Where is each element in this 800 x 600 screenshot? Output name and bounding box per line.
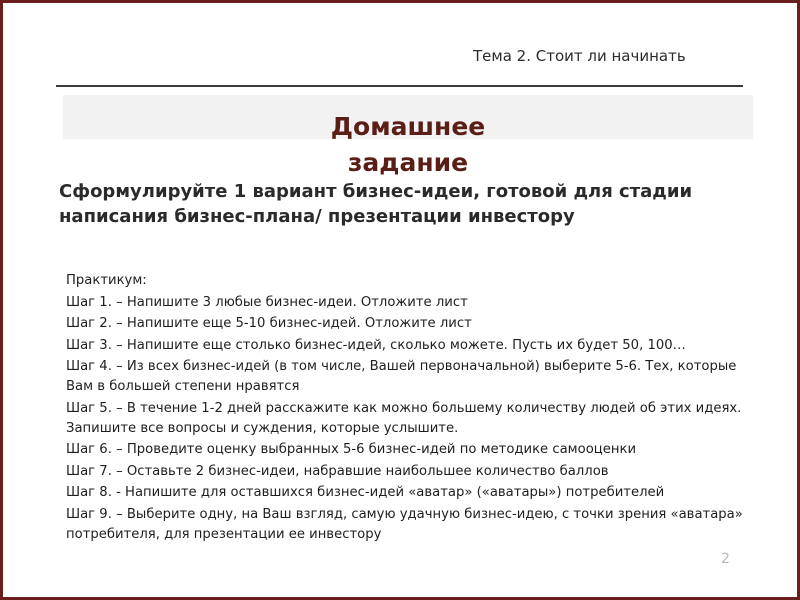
task-line-2: написания бизнес-плана/ презентации инвестору bbox=[59, 206, 575, 227]
slide-title bbox=[303, 109, 513, 181]
task-line-1: Сформулируйте 1 вариант бизнес-идеи, готовой для стадии bbox=[59, 181, 693, 202]
header-divider bbox=[56, 85, 743, 87]
slide-title-line-1: Домашнее bbox=[330, 112, 486, 141]
slide-title-line-2: задание bbox=[347, 148, 469, 177]
practicum-step-3: Шаг 3. – Напишите еще столько бизнес-идей, сколько можете. Пусть их будет 50, 100… bbox=[66, 337, 686, 353]
practicum-heading: Практикум: bbox=[66, 273, 147, 288]
practicum-step-8: Шаг 8. - Напишите для оставшихся бизнес-идей «аватар» («аватары») потребителей bbox=[66, 485, 665, 500]
practicum-step-6: Шаг 6. – Проведите оценку выбранных 5-6 бизнес-идей по методике самооценки bbox=[66, 442, 637, 457]
practicum-step-7: Шаг 7. – Оставьте 2 бизнес-идеи, набравшие наибольшее количество баллов bbox=[66, 463, 609, 479]
practicum-step-9: Шаг 9. – Выберите одну, на Ваш взгляд, самую удачную бизнес-идею, с точки зрения «аватара» потребителя, для презентации ее инвестору bbox=[66, 506, 743, 542]
practicum-step-1: Шаг 1. – Напишите 3 любые бизнес-идеи. Отложите лист bbox=[66, 294, 468, 310]
practicum-step-5: Шаг 5. – В течение 1-2 дней расскажите как можно большему количеству людей об этих идеях. Запишите все вопросы и суждения, которые услышите. bbox=[66, 400, 742, 436]
practicum-list bbox=[66, 271, 756, 546]
practicum-step-2: Шаг 2. – Напишите еще 5-10 бизнес-идей. Отложите лист bbox=[66, 316, 472, 331]
page-number: 2 bbox=[721, 551, 730, 567]
practicum-step-4: Шаг 4. – Из всех бизнес-идей (в том числе, Вашей первоначальной) выберите 5-6. Тех, которые Вам в большей степени нравятся bbox=[66, 359, 737, 394]
topic-header: Тема 2. Стоит ли начинать bbox=[473, 47, 686, 65]
task-statement bbox=[59, 179, 759, 229]
